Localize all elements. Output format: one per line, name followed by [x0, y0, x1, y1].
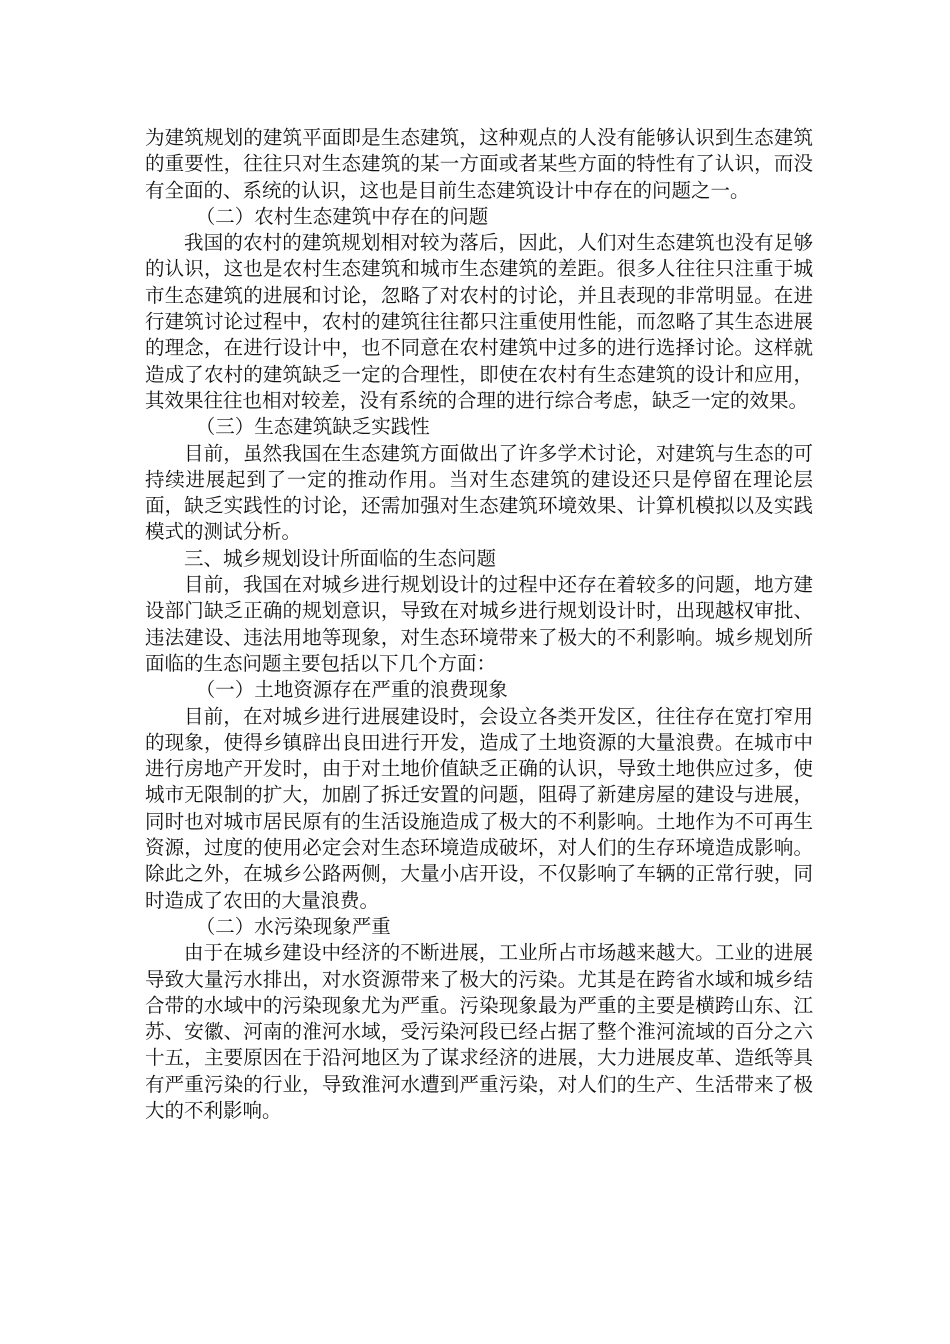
section-heading-lack-practice: （三）生态建筑缺乏实践性 [195, 415, 430, 439]
paragraph-continued: 为建筑规划的建筑平面即是生态建筑，这种观点的人没有能够认识到生态建筑的重要性，往往只对生态建筑的某一方面或者某些方面的特性有了认识，而没有全面的、系统的认识，这也是目前生态建筑设计中存在的问题之一。 [145, 126, 813, 202]
paragraph-rural-buildings: 我国的农村的建筑规划相对较为落后，因此，人们对生态建筑也没有足够的认识，这也是农村生态建筑和城市生态建筑的差距。很多人往往只注重于城市生态建筑的进展和讨论，忽略了对农村的讨论，并且表现的非常明显。在进行建筑讨论过程中，农村的建筑往往都只注重使用性能，而忽略了其生态进展的理念，在进行设计中，也不同意在农村建筑中过多的进行选择讨论。这样就造成了农村的建筑缺乏一定的合理性，即使在农村有生态建筑的设计和应用，其效果往往也相对较差，没有系统的合理的进行综合考虑，缺乏一定的效果。 [145, 231, 813, 412]
section-heading-land-waste: （一）土地资源存在严重的浪费现象 [195, 678, 508, 702]
paragraph-water-pollution: 由于在城乡建设中经济的不断进展，工业所占市场越来越大。工业的进展导致大量污水排出，对水资源带来了极大的污染。尤其是在跨省水域和城乡结合带的水域中的污染现象尤为严重。污染现象最为严重的主要是横跨山东、江苏、安徽、河南的淮河水域，受污染河段已经占据了整个淮河流域的百分之六十五，主要原因在于沿河地区为了谋求经济的进展，大力进展皮革、造纸等具有严重污染的行业，导致淮河水遭到严重污染，对人们的生产、生活带来了极大的不利影响。 [145, 941, 813, 1122]
paragraph-practice: 目前，虽然我国在生态建筑方面做出了许多学术讨论，对建筑与生态的可持续进展起到了一定的推动作用。当对生态建筑的建设还只是停留在理论层面，缺乏实践性的讨论，还需加强对生态建筑环境效果、计算机模拟以及实践模式的测试分析。 [145, 441, 813, 544]
section-heading-rural-problems: （二）农村生态建筑中存在的问题 [195, 204, 489, 228]
paragraph-land-waste: 目前，在对城乡进行进展建设时，会设立各类开发区，往往存在宽打窄用的现象，使得乡镇辟出良田进行开发，造成了土地资源的大量浪费。在城市中进行房地产开发时，由于对土地价值缺乏正确的认识，导致土地供应过多，使城市无限制的扩大，加剧了拆迁安置的问题，阻碍了新建房屋的建设与进展，同时也对城市居民原有的生活设施造成了极大的不利影响。土地作为不可再生资源，过度的使用必定会对生态环境造成破坏，对人们的生存环境造成影响。除此之外，在城乡公路两侧，大量小店开设，不仅影响了车辆的正常行驶，同时造成了农田的大量浪费。 [145, 704, 813, 912]
paragraph-planning-issues: 目前，我国在对城乡进行规划设计的过程中还存在着较多的问题，地方建设部门缺乏正确的规划意识，导致在对城乡进行规划设计时，出现越权审批、违法建设、违法用地等现象，对生态环境带来了极大的不利影响。城乡规划所面临的生态问题主要包括以下几个方面： [145, 573, 813, 675]
section-heading-water-pollution: （二）水污染现象严重 [195, 914, 391, 938]
section-heading-ecological-issues: 三、城乡规划设计所面临的生态问题 [184, 546, 497, 570]
document-page [145, 125, 813, 1124]
